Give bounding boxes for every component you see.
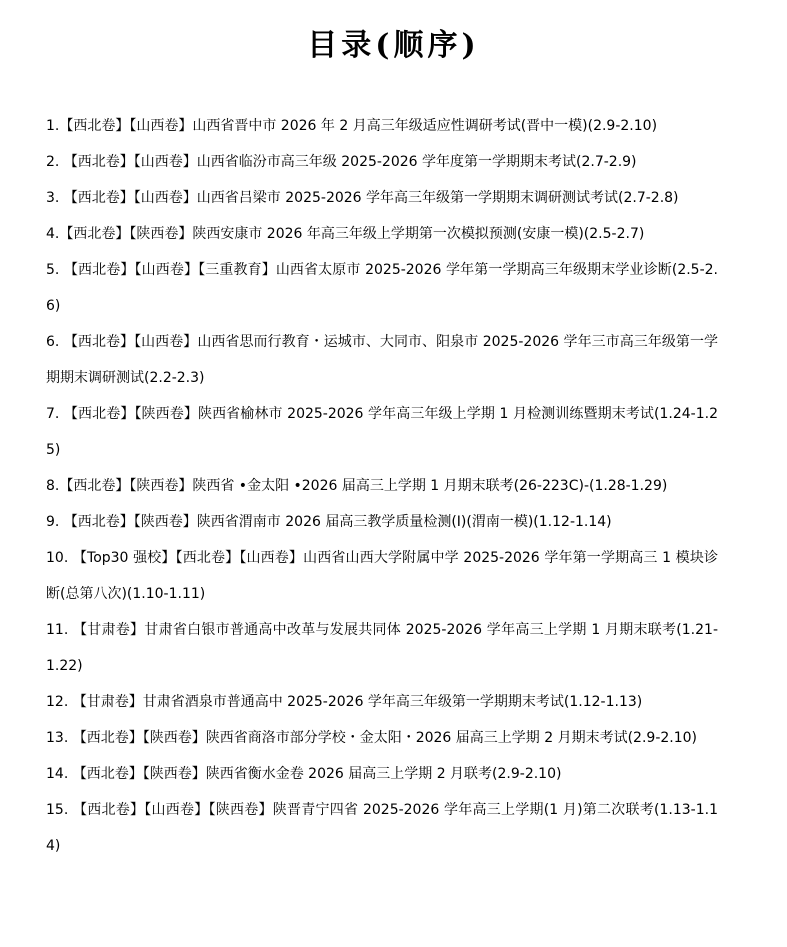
toc-item: 13. 【西北卷】【陕西卷】陕西省商洛市部分学校・金太阳・2026 届高三上学期 2 月期末考试(2.9-2.10) (46, 730, 698, 746)
toc-item: 7. 【西北卷】【陕西卷】陕西省榆林市 2025-2026 学年高三年级上学期 1 月检测训练暨期末考试(1.24-1.25) (46, 406, 718, 458)
toc-item: 3. 【西北卷】【山西卷】山西省吕梁市 2025-2026 学年高三年级第一学期期末调研测试考试(2.7-2.8) (46, 190, 679, 206)
toc-item: 14. 【西北卷】【陕西卷】陕西省衡水金卷 2026 届高三上学期 2 月联考(2.9-2.10) (46, 766, 562, 782)
toc-item: 12. 【甘肃卷】甘肃省酒泉市普通高中 2025-2026 学年高三年级第一学期期末考试(1.12-1.13) (46, 694, 643, 710)
toc-item: 4.【西北卷】【陕西卷】陕西安康市 2026 年高三年级上学期第一次模拟预测(安康一模)(2.5-2.7) (46, 226, 645, 242)
toc-item: 8.【西北卷】【陕西卷】陕西省 •金太阳 •2026 届高三上学期 1 月期末联考(26-223C)-(1.28-1.29) (46, 478, 668, 494)
toc-item: 2. 【西北卷】【山西卷】山西省临汾市高三年级 2025-2026 学年度第一学期期末考试(2.7-2.9) (46, 154, 637, 170)
toc-item: 15. 【西北卷】【山西卷】【陕西卷】陕晋青宁四省 2025-2026 学年高三上学期(1 月)第二次联考(1.13-1.14) (46, 802, 718, 854)
toc-item: 5. 【西北卷】【山西卷】【三重教育】山西省太原市 2025-2026 学年第一学期高三年级期末学业诊断(2.5-2.6) (46, 262, 718, 314)
toc-item: 6. 【西北卷】【山西卷】山西省思而行教育・运城市、大同市、阳泉市 2025-2026 学年三市高三年级第一学期期末调研测试(2.2-2.3) (46, 334, 718, 386)
page-title: 目录(顺序) (307, 28, 480, 63)
toc-item: 10. 【Top30 强校】【西北卷】【山西卷】山西省山西大学附属中学 2025-2026 学年第一学期高三 1 模块诊断(总第八次)(1.10-1.11) (46, 550, 718, 602)
toc-list (46, 108, 718, 864)
toc-item: 1.【西北卷】【山西卷】山西省晋中市 2026 年 2 月高三年级适应性调研考试(晋中一模)(2.9-2.10) (46, 118, 658, 134)
toc-item: 11. 【甘肃卷】甘肃省白银市普通高中改革与发展共同体 2025-2026 学年高三上学期 1 月期末联考(1.21-1.22) (46, 622, 718, 674)
toc-item: 9. 【西北卷】【陕西卷】陕西省渭南市 2026 届高三教学质量检测(Ⅰ)(渭南一模)(1.12-1.14) (46, 514, 612, 530)
